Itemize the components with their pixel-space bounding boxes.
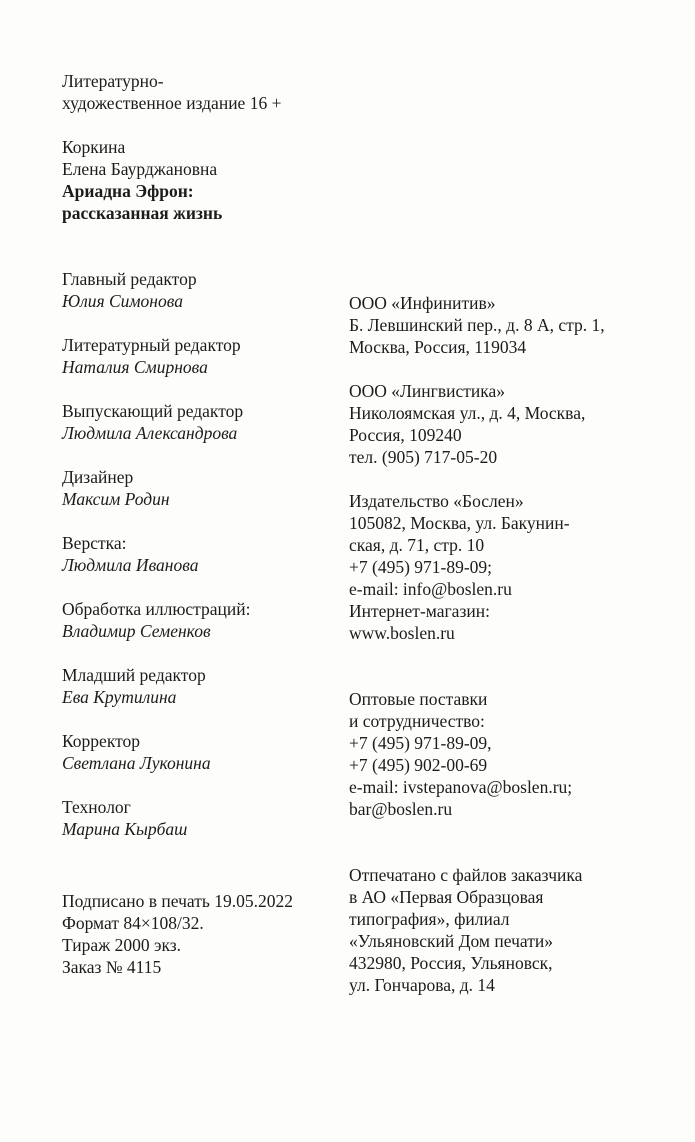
staff-entry [62,532,251,576]
edition-type [62,70,281,114]
contact-line: Николоямская ул., д. 4, Москва, [349,403,586,423]
contact-line: ул. Гончарова, д. 14 [349,975,495,995]
contact-line: www.boslen.ru [349,623,455,643]
contact-line: «Ульяновский Дом печати» [349,931,553,951]
staff-role: Выпускающий редактор [62,401,244,421]
contact-line: Б. Левшинский пер., д. 8 А, стр. 1, [349,315,605,335]
staff-entry [62,598,251,642]
contact-line: и сотрудничество: [349,711,485,731]
staff-name: Светлана Луконина [62,753,211,773]
staff-list [62,268,251,840]
book-title-line: Ариадна Эфрон: [62,181,194,201]
book-title [62,180,222,224]
contact-line: ООО «Лингвистика» [349,381,505,401]
contact-line: Интернет-магазин: [349,601,490,621]
book-title-line: рассказанная жизнь [62,203,223,223]
contact-boslen [349,490,605,644]
contact-line: bar@boslen.ru [349,799,453,819]
contact-line: тел. (905) 717-05-20 [349,447,498,467]
contact-line: ООО «Инфинитив» [349,293,496,313]
print-run: Тираж 2000 экз. [62,935,182,955]
print-signed-date: Подписано в печать 19.05.2022 [62,891,293,911]
staff-role: Обработка иллюстраций: [62,599,251,619]
staff-role: Дизайнер [62,467,134,487]
staff-role: Главный редактор [62,269,197,289]
contact-line: Оптовые поставки [349,689,488,709]
contact-line: Отпечатано с файлов заказчика [349,865,583,885]
staff-entry [62,664,251,708]
staff-role: Технолог [62,797,131,817]
contact-line: +7 (495) 902-00-69 [349,755,488,775]
staff-role: Литературный редактор [62,335,241,355]
contact-line: Россия, 109240 [349,425,462,445]
staff-name: Владимир Семенков [62,621,211,641]
contact-line: e-mail: ivstepanova@boslen.ru; [349,777,573,797]
contact-infinitiv [349,292,605,358]
contact-wholesale [349,688,605,820]
publisher-contacts [349,292,605,996]
staff-entry [62,466,251,510]
edition-type-line: Литературно- [62,71,164,91]
staff-name: Марина Кырбаш [62,819,188,839]
contact-line: 432980, Россия, Ульяновск, [349,953,553,973]
contact-line: +7 (495) 971-89-09; [349,557,493,577]
staff-name: Юлия Симонова [62,291,183,311]
contact-line: типография», филиал [349,909,510,929]
author-name [62,136,217,180]
staff-name: Людмила Иванова [62,555,199,575]
staff-name: Наталия Смирнова [62,357,208,377]
staff-name: Людмила Александрова [62,423,238,443]
staff-role: Младший редактор [62,665,206,685]
staff-entry [62,268,251,312]
staff-entry [62,334,251,378]
print-info [62,890,293,978]
author-given-name: Елена Баурджановна [62,159,218,179]
staff-role: Корректор [62,731,141,751]
staff-role: Верстка: [62,533,127,553]
contact-line: ская, д. 71, стр. 10 [349,535,485,555]
contact-line: в АО «Первая Образцовая [349,887,544,907]
contact-line: Москва, Россия, 119034 [349,337,527,357]
staff-name: Ева Крутилина [62,687,177,707]
contact-line: 105082, Москва, ул. Бакунин- [349,513,570,533]
author-surname: Коркина [62,137,126,157]
print-order-number: Заказ № 4115 [62,957,162,977]
contact-line: e-mail: info@boslen.ru [349,579,512,599]
contact-lingvistika [349,380,605,468]
contact-line: Издательство «Бослен» [349,491,524,511]
staff-entry [62,400,251,444]
contact-line: +7 (495) 971-89-09, [349,733,492,753]
edition-type-line: художественное издание 16 + [62,93,282,113]
staff-entry [62,730,251,774]
contact-printer [349,864,605,996]
staff-name: Максим Родин [62,489,170,509]
staff-entry [62,796,251,840]
print-format: Формат 84×108/32. [62,913,204,933]
